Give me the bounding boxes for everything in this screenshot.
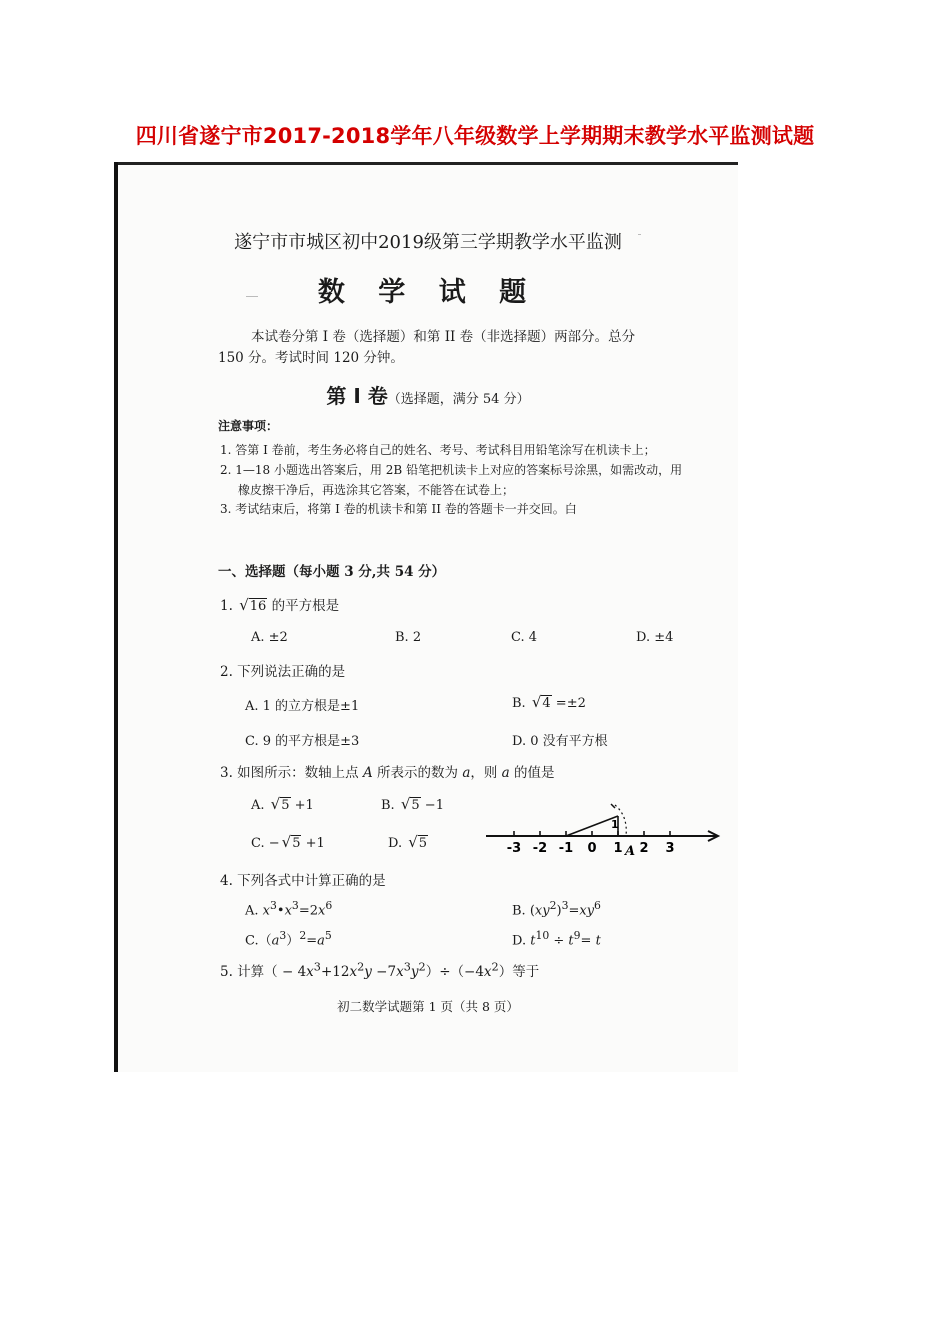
axis-tick-label: 2 [639,841,649,856]
q2-option-d: D. 0 没有平方根 [512,734,608,749]
question-5: 5. 计算（ − $4x^3+12x^2y -7x^3y^2)\div(-4x^2)$等于 [220,960,540,980]
note-item: 1. 答第 I 卷前，考生务必将自己的姓名、考号、考试科目用铅笔涂写在机读卡上； [220,443,656,457]
q3-option-a: A. √5 +1 [251,795,314,813]
q3-option-b: B. √5 −1 [381,795,444,813]
q4-option-c: $C.(a^3)^2=a^5$ [245,929,332,949]
document-title: 四川省遂宁市2017-2018学年八年级数学上学期期末教学水平监测试题 [135,124,815,148]
axis-tick-label: 1 [613,841,623,856]
part-1-heading: 一、选择题（每小题 3 分,共 54 分） [218,564,446,580]
note-item-continued: 橡皮擦干净后，再选涂其它答案，不能答在试卷上； [238,483,515,497]
number-line-figure [484,800,729,858]
section-1-title: 第 I 卷 [326,384,388,408]
question-4: 4. 下列各式中计算正确的是 [220,873,386,889]
q2-option-a: A. 1 的立方根是±1 [245,699,360,714]
radical: √5 [270,795,290,813]
q2-option-c: C. 9 的平方根是±3 [245,734,360,749]
axis-tick-label: -2 [532,841,548,856]
q1-option-c: C. 4 [511,630,538,645]
scan-top-edge [118,162,738,165]
point-a-label: A [625,844,636,858]
unit-length-label: 1 [611,818,619,831]
section-1-heading [118,380,738,409]
arc-start-mark [611,804,615,808]
radical: √4 [531,693,551,711]
radical: √5 [408,833,428,851]
q1-option-b: B. 2 [395,630,422,645]
exam-header-line: 遂宁市市城区初中2019级第三学期教学水平监测 [234,232,622,253]
q1-option-d: D. ±4 [636,630,674,645]
notes-heading: 注意事项： [218,419,279,433]
axis-tick-label: -3 [506,841,522,856]
axis-tick-label: 3 [665,841,675,856]
tick-group [507,831,675,856]
section-1-subtitle: （选择题，满分 54 分） [387,392,530,407]
page-footer: 初二数学试题第 1 页（共 8 页） [337,999,519,1014]
scanned-exam-page [114,162,738,1072]
q4-option-d: D. $t^{10} \div t^9= t$ [512,929,601,949]
intro-line-1: 本试卷分第 I 卷（选择题）和第 II 卷（非选择题）两部分。总分 [251,329,636,345]
q4-option-b: B. $(xy^2)^3=xy^6$ [512,899,601,919]
note-item: 2. 1—18 小题选出答案后，用 2B 铅笔把机读卡上对应的答案标号涂黑，如需改动，用 [220,463,683,477]
radical: √5 [281,833,301,851]
radical: √16 [239,596,267,614]
radical: √5 [400,795,420,813]
q1-option-a: A. ±2 [251,630,288,645]
q3-option-c: C. − √5 +1 [251,833,325,851]
paper-title: 数 学 试 题 [317,277,539,308]
axis-tick-label: -1 [558,841,574,856]
axis-tick-label: 0 [587,841,597,856]
question-1: 1. √16 的平方根是 [220,596,340,614]
question-2: 2. 下列说法正确的是 [220,664,346,680]
q2-option-b: B. √4 =±2 [512,693,586,711]
note-item: 3. 考试结束后，将第 I 卷的机读卡和第 II 卷的答题卡一并交回。白 [220,502,577,516]
question-3: 3. 如图所示：数轴上点 A 所表示的数为 a，则 a 的值是 [220,765,555,781]
q3-option-d: D. √5 [388,833,428,851]
intro-line-2: 150 分。考试时间 120 分钟。 [218,350,404,366]
q4-option-a: A. $x^3•x^3=2x^6$ [245,899,333,919]
